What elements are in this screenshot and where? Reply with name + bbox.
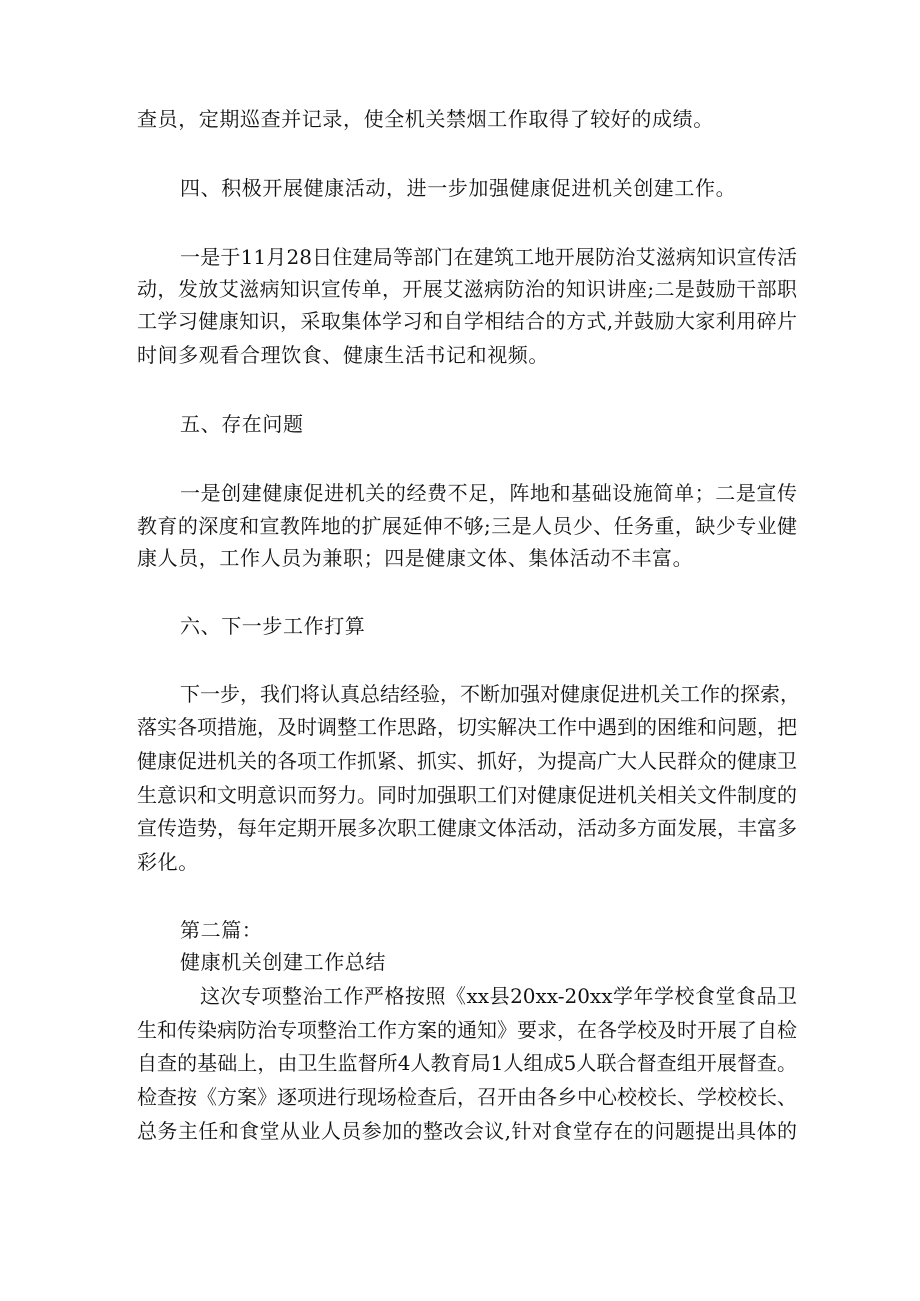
section-heading-five: 五、存在问题 (180, 412, 304, 436)
paragraph-line: 工学习健康知识，采取集体学习和自学相结合的方式,并鼓励大家利用碎片 (137, 309, 797, 333)
paragraph-line: 检查按《方案》逐项进行现场检查后，召开由各乡中心校校长、学校校长、 (137, 1085, 797, 1109)
section-heading-four: 四、积极开展健康活动，进一步加强健康促进机关创建工作。 (180, 176, 737, 200)
paragraph-line: 查员，定期巡查并记录，使全机关禁烟工作取得了较好的成绩。 (137, 107, 714, 131)
paragraph-line: 时间多观看合理饮食、健康生活书记和视频。 (137, 343, 549, 367)
part-label: 第二篇： (180, 918, 263, 942)
paragraph-line: 动，发放艾滋病知识宣传单，开展艾滋病防治的知识讲座;二是鼓励干部职 (137, 277, 797, 301)
paragraph-line: 生和传染病防治专项整治工作方案的通知》要求，在各学校及时开展了自检 (137, 1018, 797, 1042)
paragraph-line: 彩化。 (137, 850, 199, 874)
paragraph-line: 健康促进机关的各项工作抓紧、抓实、抓好，为提高广大人民群众的健康卫 (137, 749, 797, 773)
paragraph-line: 一是于11月28日住建局等部门在建筑工地开展防治艾滋病知识宣传活 (180, 245, 797, 269)
paragraph-line: 康人员，工作人员为兼职；四是健康文体、集体活动不丰富。 (137, 546, 694, 570)
paragraph-line: 下一步，我们将认真总结经验，不断加强对健康促进机关工作的探索， (180, 682, 800, 706)
paragraph-line: 自查的基础上，由卫生监督所4人教育局1人组成5人联合督查组开展督查。 (137, 1051, 797, 1075)
section-heading-six: 六、下一步工作打算 (180, 614, 366, 638)
paragraph-line: 生意识和文明意识而努力。同时加强职工们对健康促进机关相关文件制度的 (137, 783, 797, 807)
paragraph-line: 教育的深度和宣教阵地的扩展延伸不够;三是人员少、任务重，缺少专业健 (137, 514, 797, 538)
paragraph-line: 总务主任和食堂从业人员参加的整改会议,针对食堂存在的问题提出具体的 (137, 1119, 797, 1143)
part-title: 健康机关创建工作总结 (180, 950, 386, 974)
paragraph-line: 宣传造势，每年定期开展多次职工健康文体活动，活动多方面发展，丰富多 (137, 816, 797, 840)
paragraph-line: 落实各项措施，及时调整工作思路，切实解决工作中遇到的困维和问题，把 (137, 715, 797, 739)
paragraph-line: 这次专项整治工作严格按照《xx县20xx-20xx学年学校食堂食品卫 (200, 984, 797, 1008)
paragraph-line: 一是创建健康促进机关的经费不足，阵地和基础设施简单；二是宣传 (180, 481, 797, 505)
